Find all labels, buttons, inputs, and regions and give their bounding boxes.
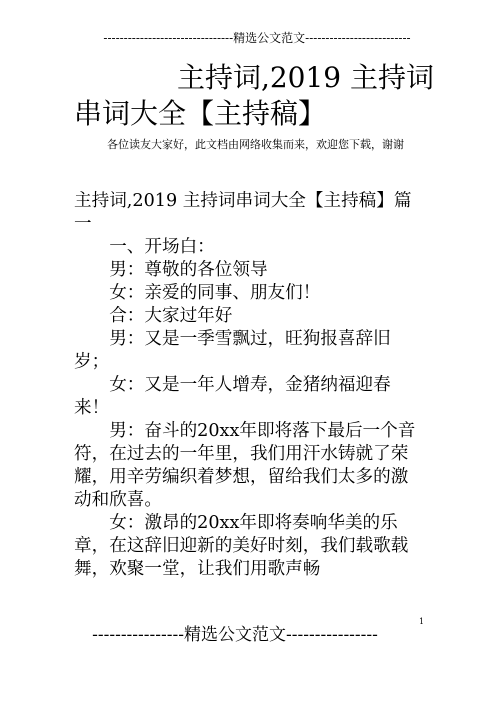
paragraph: 男：又是一季雪飘过，旺狗报喜辞旧岁； bbox=[74, 329, 391, 372]
title-line-1: 主持词,2019 主持词 bbox=[176, 61, 434, 94]
document-body bbox=[74, 190, 424, 581]
page-header: --------------------------------精选公文范文-------------------------- bbox=[103, 31, 411, 45]
page-number: 1 bbox=[419, 617, 425, 626]
paragraph: 女：激昂的20xx年即将奏响华美的乐章，在这辞旧迎新的美好时刻，我们载歌载舞，欢聚一堂，让我们用歌声畅 bbox=[74, 513, 409, 579]
download-notice: 各位读友大家好，此文档由网络收集而来，欢迎您下载，谢谢 bbox=[107, 138, 404, 151]
paragraph: 女：又是一年人增寿，金猪纳福迎春来！ bbox=[74, 375, 391, 418]
page-footer: ----------------精选公文范文---------------- bbox=[92, 625, 378, 645]
document-title bbox=[74, 60, 434, 132]
paragraph: 男：奋斗的20xx年即将落下最后一个音符，在过去的一年里，我们用汗水铸就了荣耀，用辛劳编织着梦想，留给我们太多的激动和欣喜。 bbox=[74, 421, 416, 510]
paragraph: 女：亲爱的同事、朋友们！ bbox=[109, 283, 321, 303]
paragraph: 一、开场白： bbox=[109, 237, 215, 257]
paragraph: 男：尊敬的各位领导 bbox=[109, 260, 268, 280]
paragraph: 合：大家过年好 bbox=[109, 306, 233, 326]
section-heading: 主持词,2019 主持词串词大全【主持稿】篇一 bbox=[74, 191, 412, 234]
title-line-2: 串词大全【主持稿】 bbox=[74, 97, 327, 130]
